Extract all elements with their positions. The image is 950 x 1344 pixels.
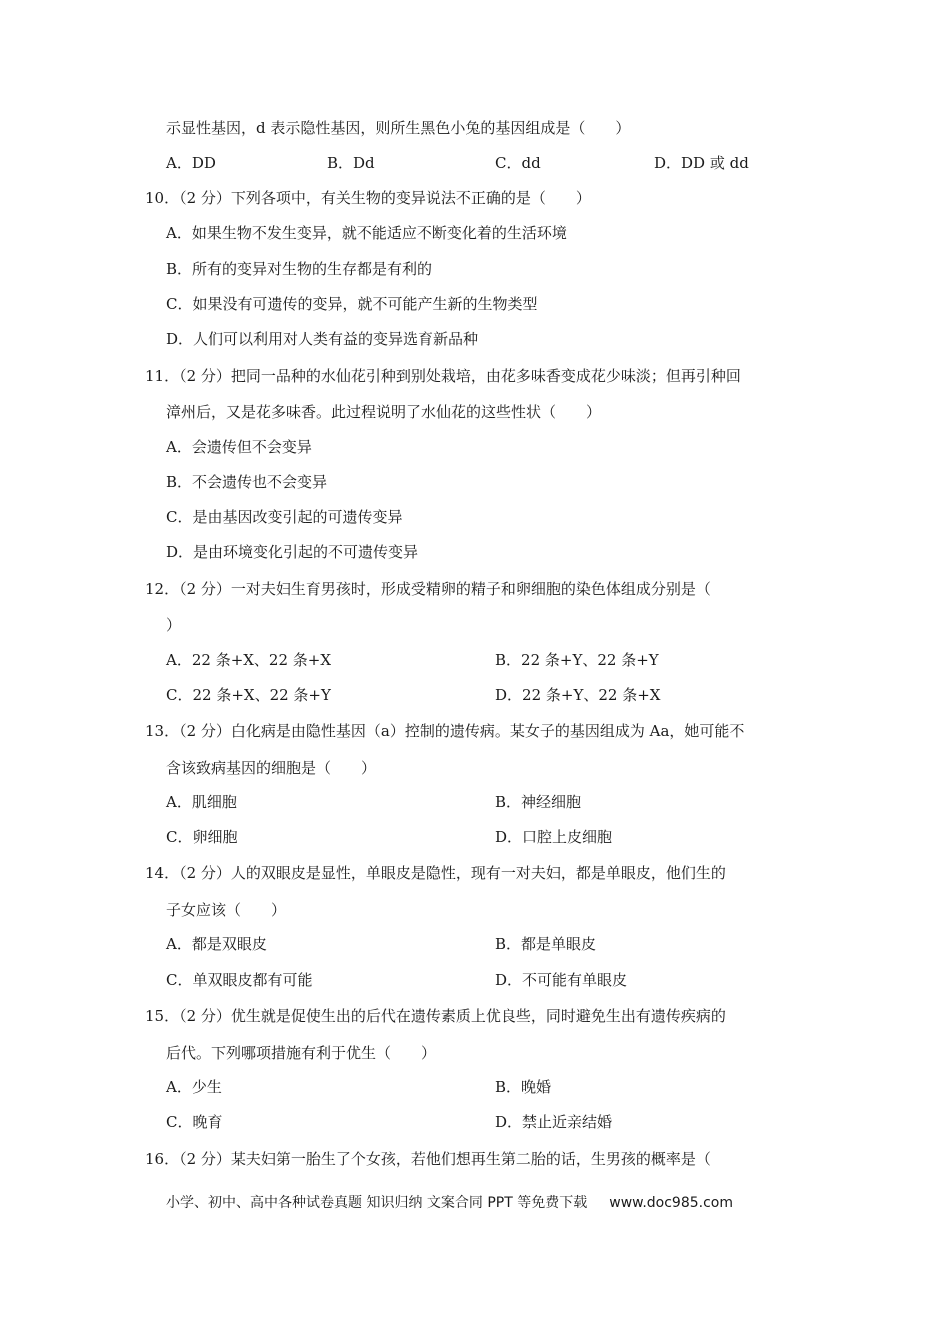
q14-option-a: A．都是双眼皮 [166,935,267,953]
q15-stem-line2: 后代。下列哪项措施有利于优生（ ） [166,1044,437,1062]
q11-option-b: B．不会遗传也不会变异 [166,473,328,491]
q15-stem: 15．（2 分）优生就是促使生出的后代在遗传素质上优良些，同时避免生出有遗传疾病的 [145,1007,726,1025]
q14-stem-line2: 子女应该（ ） [166,901,287,919]
q13-option-b: B．神经细胞 [495,793,582,811]
q9-option-a: A．DD [166,154,216,172]
q10-option-b: B．所有的变异对生物的生存都是有利的 [166,260,433,278]
q12-stem: 12．（2 分）一对夫妇生育男孩时，形成受精卵的精子和卵细胞的染色体组成分别是（ [145,580,711,598]
q9-option-d: D．DD 或 dd [654,154,749,172]
q9-option-b: B．Dd [327,154,375,172]
q15-option-c: C．晚育 [166,1113,223,1131]
q13-option-a: A．肌细胞 [166,793,237,811]
q13-stem: 13．（2 分）白化病是由隐性基因（a）控制的遗传病。某女子的基因组成为 Aa，她可能不 [145,722,745,740]
q11-option-a: A．会遗传但不会变异 [166,438,312,456]
q12-option-a: A．22 条+X、22 条+X [166,651,332,669]
q11-option-d: D．是由环境变化引起的不可遗传变异 [166,543,419,561]
q12-option-d: D．22 条+Y、22 条+X [495,686,661,704]
q12-option-c: C．22 条+X、22 条+Y [166,686,331,704]
q10-stem: 10．（2 分）下列各项中，有关生物的变异说法不正确的是（ ） [145,189,591,207]
q12-stem-line2: ） [166,616,182,634]
q15-option-d: D．禁止近亲结婚 [495,1113,613,1131]
q13-option-d: D．口腔上皮细胞 [495,828,613,846]
q14-option-d: D．不可能有单眼皮 [495,971,628,989]
footer-text: 小学、初中、高中各种试卷真题 知识归纳 文案合同 PPT 等免费下载 [166,1195,588,1211]
footer-website-link[interactable]: www.doc985.com [609,1195,733,1211]
q15-option-a: A．少生 [166,1078,222,1096]
page-footer [166,1193,733,1213]
q11-stem: 11．（2 分）把同一品种的水仙花引种到别处栽培，由花多味香变成花少味淡；但再引种回 [145,367,741,385]
q10-option-d: D．人们可以利用对人类有益的变异选育新品种 [166,330,479,348]
q12-option-b: B．22 条+Y、22 条+Y [495,651,659,669]
q10-option-a: A．如果生物不发生变异，就不能适应不断变化着的生活环境 [166,224,567,242]
q10-option-c: C．如果没有可遗传的变异，就不可能产生新的生物类型 [166,295,538,313]
q11-stem-line2: 漳州后，又是花多味香。此过程说明了水仙花的这些性状（ ） [166,403,602,421]
q9-option-c: C．dd [495,154,541,172]
q11-option-c: C．是由基因改变引起的可遗传变异 [166,508,403,526]
q16-stem: 16．（2 分）某夫妇第一胎生了个女孩，若他们想再生第二胎的话，生男孩的概率是（ [145,1150,711,1168]
q15-option-b: B．晚婚 [495,1078,552,1096]
q13-stem-line2: 含该致病基因的细胞是（ ） [166,759,377,777]
q14-stem: 14．（2 分）人的双眼皮是显性，单眼皮是隐性，现有一对夫妇，都是单眼皮，他们生的 [145,864,726,882]
q13-option-c: C．卵细胞 [166,828,238,846]
q9-stem-continuation: 示显性基因，d 表示隐性基因，则所生黑色小兔的基因组成是（ ） [166,119,631,137]
q14-option-b: B．都是单眼皮 [495,935,597,953]
q14-option-c: C．单双眼皮都有可能 [166,971,313,989]
